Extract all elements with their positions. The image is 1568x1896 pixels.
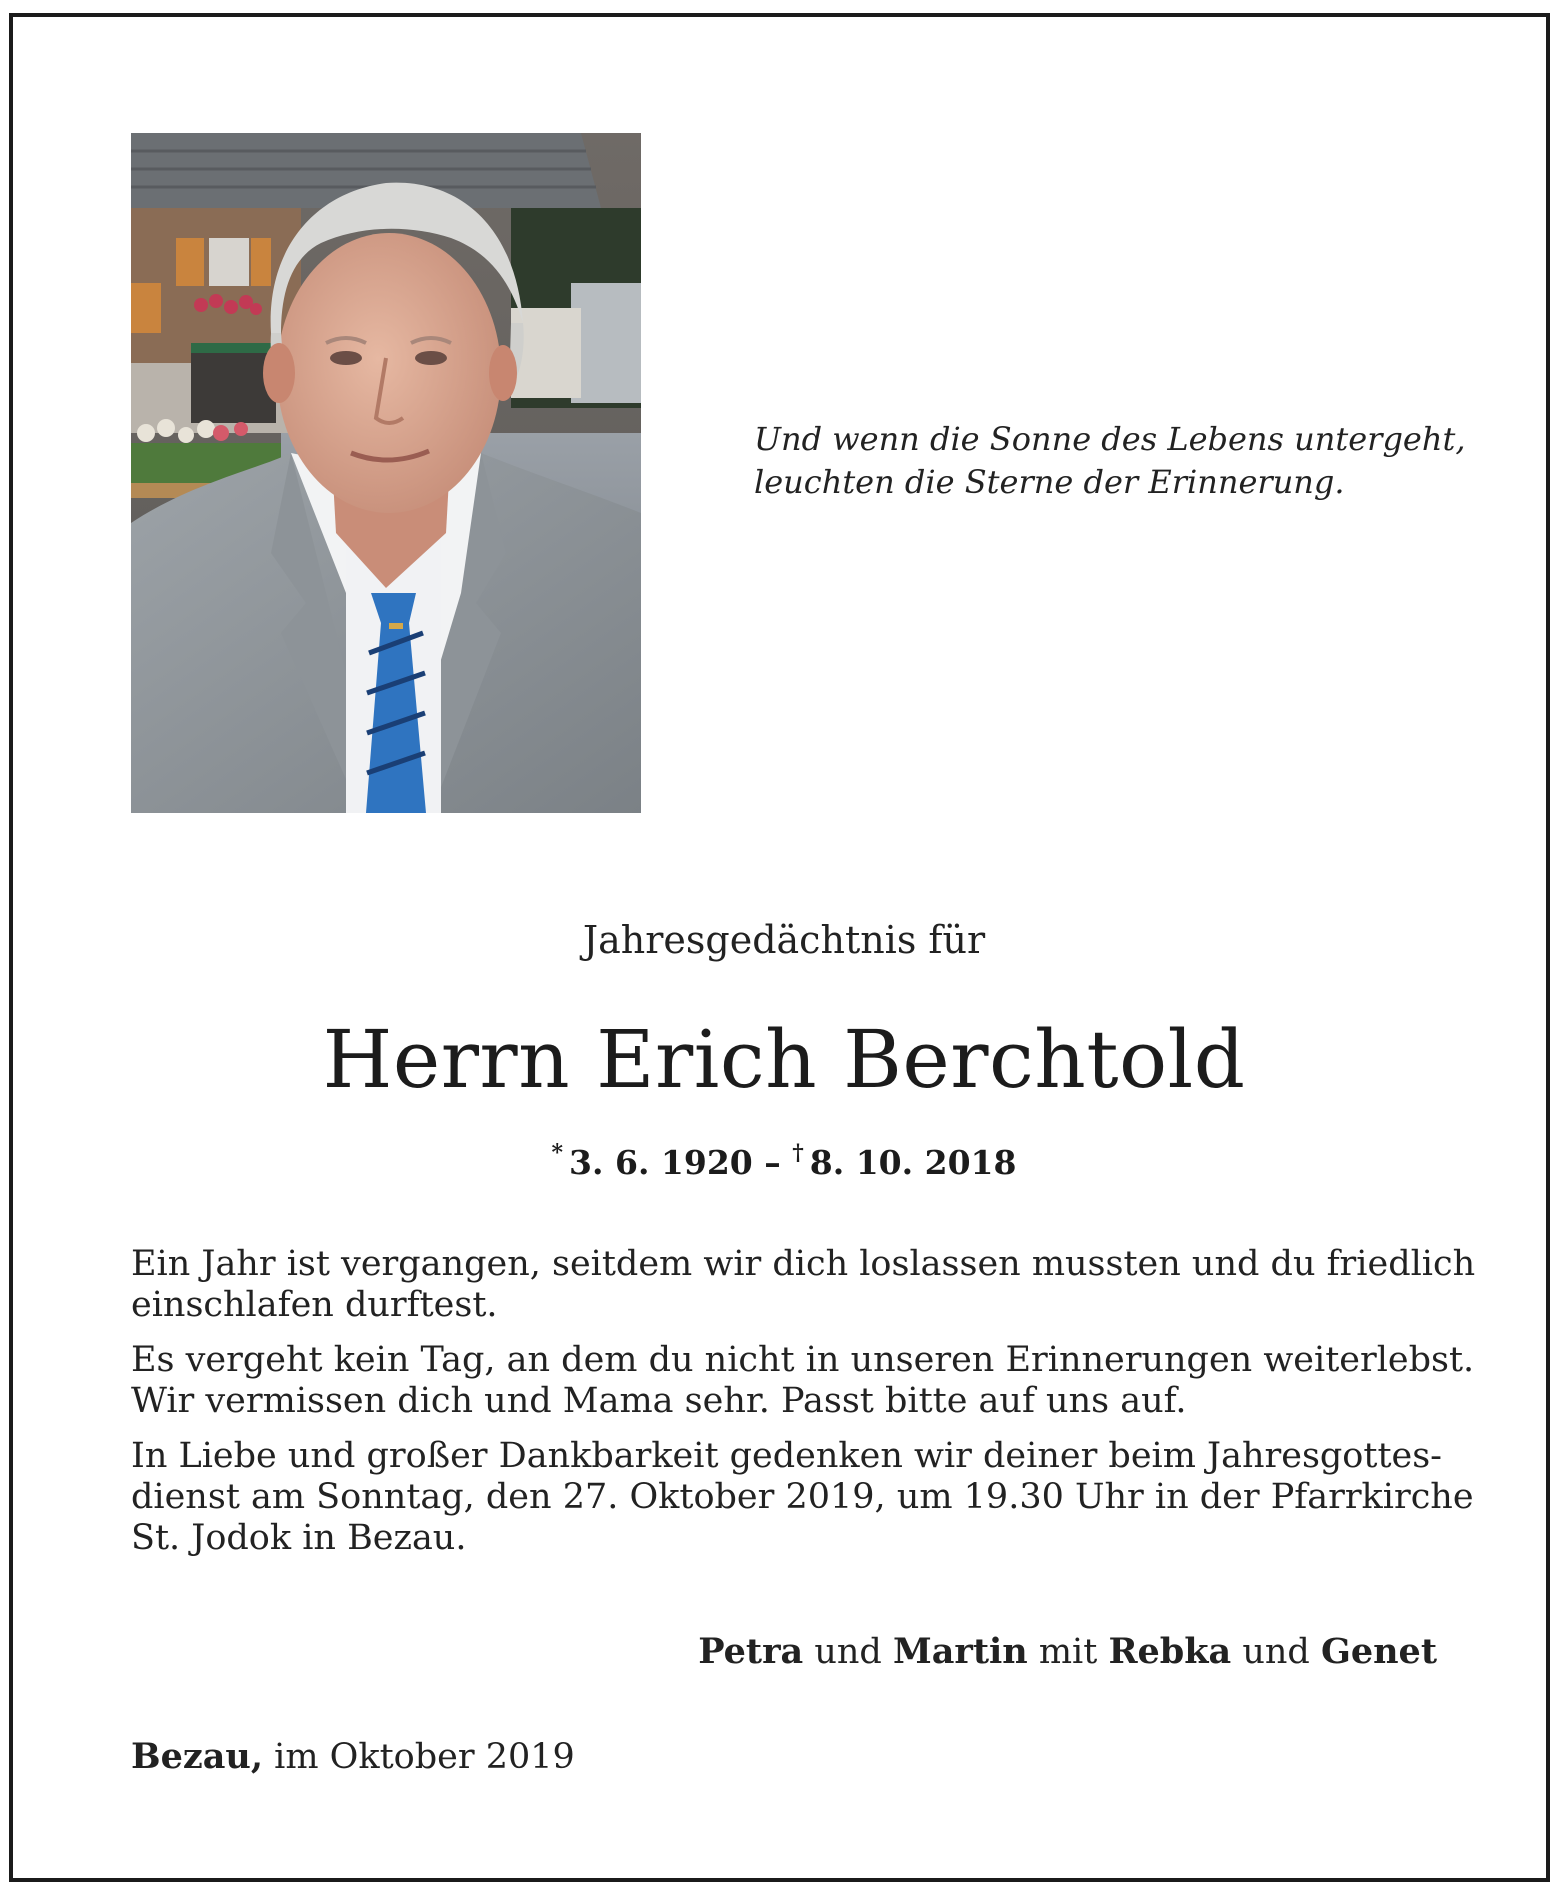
birth-mark: * [551, 1140, 564, 1166]
paragraph-2-line-1: Es vergeht kein Tag, an dem du nicht in unseren Erinnerungen weiterlebst. [131, 1340, 1475, 1380]
quote-line-1: Und wenn die Sonne des Lebens untergeht, [754, 420, 1466, 458]
family-signature [698, 1631, 1437, 1672]
paragraph-1-line-1: Ein Jahr ist vergangen, seitdem wir dich loslassen mussten und du friedlich [131, 1244, 1476, 1284]
paragraph-1 [131, 1244, 1476, 1326]
signature-name-4: Genet [1320, 1631, 1437, 1672]
memorial-quote [754, 418, 1474, 504]
place-and-date [131, 1736, 575, 1777]
paragraph-3-line-3: St. Jodok in Bezau. [131, 1518, 467, 1558]
memorial-body [131, 1244, 1476, 1573]
signature-name-2: Martin [892, 1631, 1028, 1672]
memorial-kicker: Jahresgedächtnis für [582, 918, 986, 962]
paragraph-3-line-2: dienst am Sonntag, den 27. Oktober 2019, um 19.30 Uhr in der Pfarrkirche [131, 1477, 1474, 1517]
paragraph-2 [131, 1340, 1475, 1422]
death-date: 8. 10. 2018 [809, 1143, 1017, 1182]
signature-connector-3: und [1231, 1632, 1321, 1672]
place-date: im Oktober 2019 [263, 1737, 575, 1777]
place-town: Bezau, [131, 1736, 264, 1777]
birth-date: 3. 6. 1920 – [569, 1143, 781, 1182]
paragraph-2-line-2: Wir vermissen dich und Mama sehr. Passt bitte auf uns auf. [131, 1381, 1187, 1421]
signature-name-3: Rebka [1108, 1631, 1232, 1672]
deceased-name: Herrn Erich Berchtold [322, 1013, 1246, 1106]
paragraph-3 [131, 1436, 1474, 1559]
signature-connector-2: mit [1027, 1632, 1109, 1672]
signature-name-1: Petra [698, 1631, 804, 1672]
quote-line-2: leuchten die Sterne der Erinnerung. [754, 463, 1345, 501]
paragraph-1-line-2: einschlafen durftest. [131, 1285, 498, 1325]
signature-connector-1: und [803, 1632, 893, 1672]
paragraph-3-line-1: In Liebe und großer Dankbarkeit gedenken wir deiner beim Jahresgottes- [131, 1436, 1443, 1476]
death-mark: † [792, 1140, 804, 1166]
life-dates [0, 1140, 1568, 1182]
portrait-photo [131, 133, 641, 813]
